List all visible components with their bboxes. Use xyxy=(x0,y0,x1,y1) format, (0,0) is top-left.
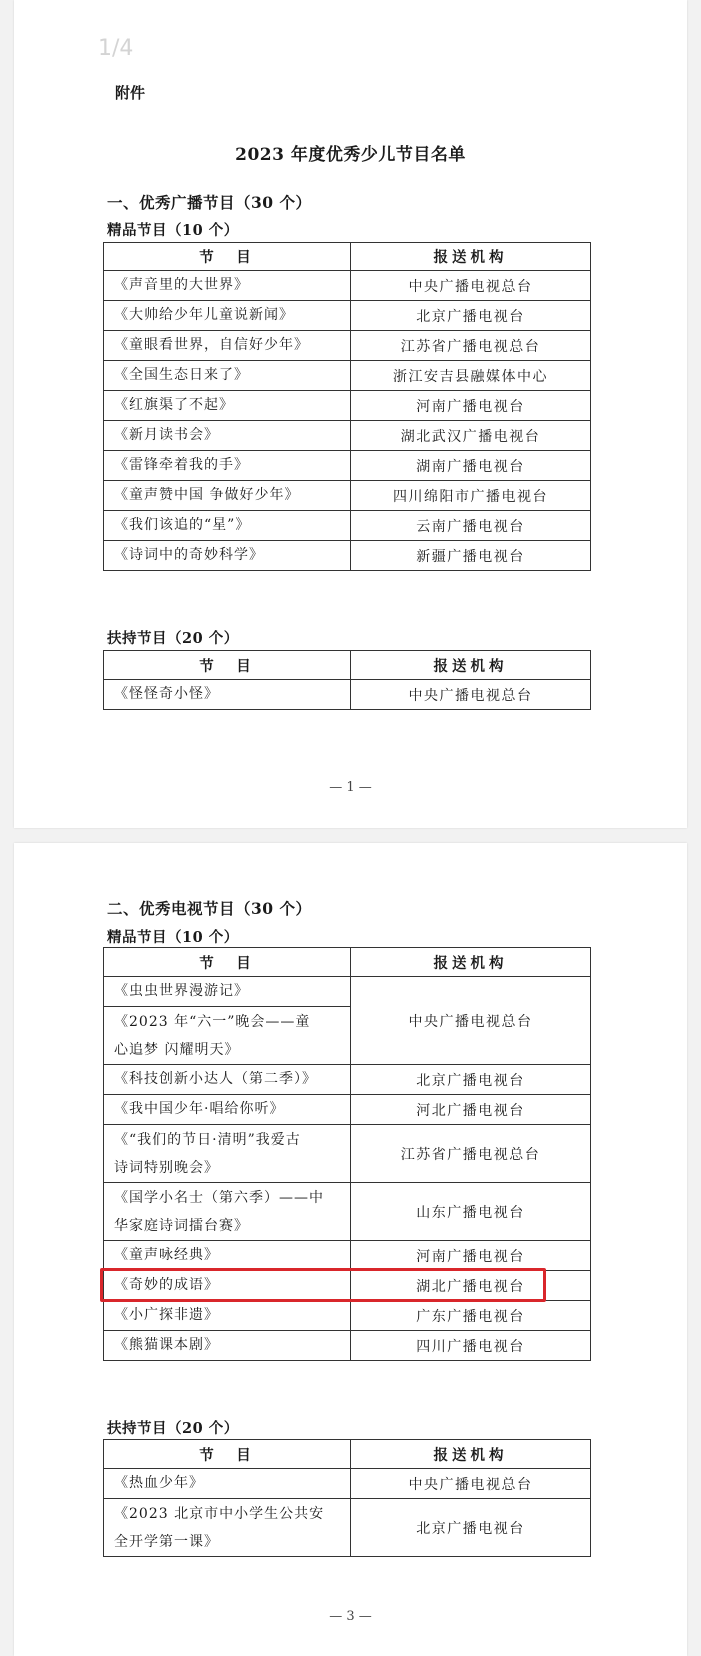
radio-supported-table xyxy=(103,650,591,710)
program-name xyxy=(104,1183,351,1241)
program-name xyxy=(104,1125,351,1183)
submitting-org: 江苏省广播电视总台 xyxy=(351,1125,591,1183)
tv-supported-heading: 扶持节目（20 个） xyxy=(107,1420,239,1437)
table-header-row xyxy=(104,1440,591,1469)
program-name: 《奇妙的成语》 xyxy=(104,1271,351,1301)
column-header-name: 节 目 xyxy=(104,1440,351,1469)
radio-section-heading: 一、优秀广播节目（30 个） xyxy=(107,193,312,212)
program-name: 《我们该追的“星”》 xyxy=(104,511,351,541)
table-row xyxy=(104,301,591,331)
table-row xyxy=(104,977,591,1007)
table-row xyxy=(104,1183,591,1241)
table-row xyxy=(104,1095,591,1125)
tv-supported-table xyxy=(103,1439,591,1557)
program-name-line: 心追梦 闪耀明天》 xyxy=(114,1041,240,1058)
table-row xyxy=(104,481,591,511)
table-row xyxy=(104,511,591,541)
program-name-line: 《2023 年“六一”晚会——童 xyxy=(114,1013,311,1030)
tv-section-heading: 二、优秀电视节目（30 个） xyxy=(107,899,312,918)
submitting-org: 河北广播电视台 xyxy=(351,1095,591,1125)
program-name: 《虫虫世界漫游记》 xyxy=(104,977,351,1007)
submitting-org: 湖北广播电视台 xyxy=(351,1271,591,1301)
program-name: 《热血少年》 xyxy=(104,1469,351,1499)
submitting-org: 湖北武汉广播电视台 xyxy=(351,421,591,451)
table-row xyxy=(104,361,591,391)
table-row xyxy=(104,391,591,421)
table-row xyxy=(104,1125,591,1183)
table-header-row xyxy=(104,948,591,977)
submitting-org: 北京广播电视台 xyxy=(351,1065,591,1095)
document-title: 2023 年度优秀少儿节目名单 xyxy=(235,145,466,165)
document-page-1 xyxy=(14,0,687,828)
submitting-org: 河南广播电视台 xyxy=(351,1241,591,1271)
program-name: 《大帅给少年儿童说新闻》 xyxy=(104,301,351,331)
table-row xyxy=(104,421,591,451)
red-highlight-box xyxy=(100,1268,546,1302)
table-row xyxy=(104,680,591,710)
submitting-org: 四川广播电视台 xyxy=(351,1331,591,1361)
table-row xyxy=(104,1065,591,1095)
submitting-org: 四川绵阳市广播电视台 xyxy=(351,481,591,511)
submitting-org: 河南广播电视台 xyxy=(351,391,591,421)
column-header-org: 报送机构 xyxy=(351,651,591,680)
table-row xyxy=(104,1331,591,1361)
attachment-label: 附件 xyxy=(115,84,146,102)
program-name xyxy=(104,1499,351,1557)
program-name: 《红旗渠了不起》 xyxy=(104,391,351,421)
table-row xyxy=(104,1301,591,1331)
column-header-name: 节 目 xyxy=(104,651,351,680)
tv-featured-heading: 精品节目（10 个） xyxy=(107,929,239,946)
program-name-line: 全开学第一课》 xyxy=(114,1533,219,1550)
program-name: 《我中国少年·唱给你听》 xyxy=(104,1095,351,1125)
table-row xyxy=(104,1241,591,1271)
submitting-org: 山东广播电视台 xyxy=(351,1183,591,1241)
column-header-org: 报送机构 xyxy=(351,243,591,271)
program-name: 《熊猫课本剧》 xyxy=(104,1331,351,1361)
program-name-line: 《2023 北京市中小学生公共安 xyxy=(114,1505,325,1522)
table-row xyxy=(104,1469,591,1499)
submitting-org: 广东广播电视台 xyxy=(351,1301,591,1331)
page-number: — 3 — xyxy=(329,1609,372,1624)
program-name: 《小广探非遗》 xyxy=(104,1301,351,1331)
table-row xyxy=(104,331,591,361)
submitting-org: 浙江安吉县融媒体中心 xyxy=(351,361,591,391)
submitting-org: 北京广播电视台 xyxy=(351,1499,591,1557)
program-name-line: 《国学小名士（第六季）——中 xyxy=(114,1189,324,1206)
page-indicator: 1/4 xyxy=(98,36,134,61)
column-header-name: 节 目 xyxy=(104,948,351,977)
column-header-name: 节 目 xyxy=(104,243,351,271)
submitting-org: 江苏省广播电视总台 xyxy=(351,331,591,361)
program-name: 《新月读书会》 xyxy=(104,421,351,451)
submitting-org: 云南广播电视台 xyxy=(351,511,591,541)
submitting-org: 中央广播电视总台 xyxy=(351,1469,591,1499)
program-name: 《诗词中的奇妙科学》 xyxy=(104,541,351,571)
page-number: — 1 — xyxy=(329,780,372,795)
program-name-line: 诗词特别晚会》 xyxy=(114,1159,219,1176)
table-header-row xyxy=(104,651,591,680)
submitting-org: 中央广播电视总台 xyxy=(351,680,591,710)
radio-featured-table xyxy=(103,242,591,571)
submitting-org: 中央广播电视总台 xyxy=(351,271,591,301)
table-row xyxy=(104,541,591,571)
column-header-org: 报送机构 xyxy=(351,948,591,977)
program-name: 《童眼看世界，自信好少年》 xyxy=(104,331,351,361)
program-name: 《怪怪奇小怪》 xyxy=(104,680,351,710)
table-row xyxy=(104,1499,591,1557)
table-row xyxy=(104,451,591,481)
document-page-3 xyxy=(14,843,687,1656)
program-name-line: 华家庭诗词擂台赛》 xyxy=(114,1217,249,1234)
radio-featured-heading: 精品节目（10 个） xyxy=(107,222,239,239)
column-header-org: 报送机构 xyxy=(351,1440,591,1469)
program-name: 《童声赞中国 争做好少年》 xyxy=(104,481,351,511)
table-row xyxy=(104,271,591,301)
program-name: 《科技创新小达人（第二季）》 xyxy=(104,1065,351,1095)
program-name xyxy=(104,1007,351,1065)
program-name: 《声音里的大世界》 xyxy=(104,271,351,301)
program-name: 《童声咏经典》 xyxy=(104,1241,351,1271)
submitting-org: 北京广播电视台 xyxy=(351,301,591,331)
submitting-org: 湖南广播电视台 xyxy=(351,451,591,481)
program-name: 《雷锋牵着我的手》 xyxy=(104,451,351,481)
program-name-line: 《“我们的节日·清明”我爱古 xyxy=(114,1131,301,1148)
submitting-org: 新疆广播电视台 xyxy=(351,541,591,571)
program-name: 《全国生态日来了》 xyxy=(104,361,351,391)
table-header-row xyxy=(104,243,591,271)
submitting-org: 中央广播电视总台 xyxy=(351,977,591,1065)
radio-supported-heading: 扶持节目（20 个） xyxy=(107,630,239,647)
